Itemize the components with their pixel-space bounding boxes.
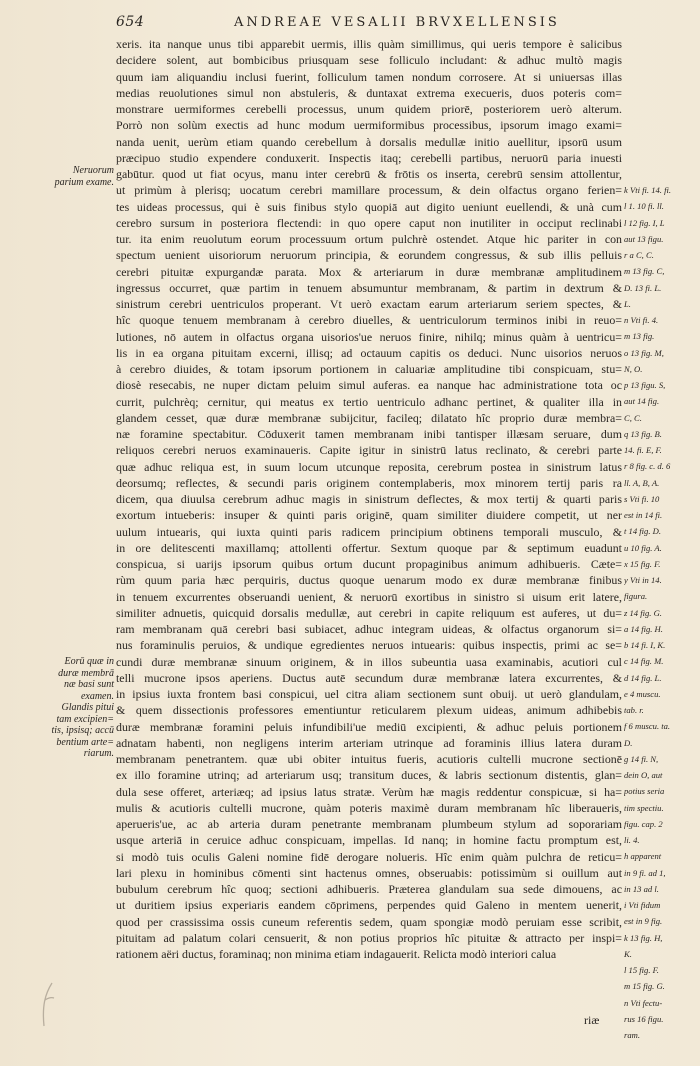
text-line: pituitam ad palatum colari censuerit, & non potius proprios hîc pituitæ & attracto per inspi= xyxy=(116,930,622,945)
margin-note-line: riarum. xyxy=(83,748,114,759)
text-line: næ foramine spectabitur. Cōduxerit tamen membranam inibi tantisper illæsam seruare, dum xyxy=(116,427,622,441)
margin-reference: e 4 muscu. xyxy=(624,688,661,699)
margin-reference: D. 13 fi. L. xyxy=(624,282,662,293)
text-line: tur. ita enim reuolutum eorum processuum ortum pulchrè ostendet. Atque hic pariter in con xyxy=(116,232,622,246)
page-number: 654 xyxy=(116,14,145,30)
text-line: quum iam aliquandiu inclusi fuerint, folliculum tamen nondum corrosere. At si uniuersas illas xyxy=(116,69,622,84)
margin-reference: dein O, aut xyxy=(624,770,663,780)
margin-reference: x 15 fig. F. xyxy=(624,558,661,569)
margin-reference: d 14 fig. L. xyxy=(624,672,662,683)
text-line: lis in ea organa pituitam excerni, illisq; ad octauum capitis os deduci. Nunc uisorios neruos xyxy=(116,345,622,360)
text-line: tes uideas processus, qui è suis finibus stylo quopiā aut digito ueniunt euellendi, & unà cum xyxy=(116,199,622,214)
margin-reference: o 13 fig. M, xyxy=(624,347,664,358)
text-line: cerebro sursum in posteriora flectendi: in quo opere caput non inutiliter in occiput reclinabi xyxy=(116,215,622,230)
text-line: ram membranam quā cerebri basi subiacet, adhuc integram uideas, & olfactus organorum si= xyxy=(116,622,622,636)
margin-reference: li. 4. xyxy=(624,835,640,845)
text-line: præcipuo studio expendere conduxerit. Inspectis itaq; cerebelli partibus, neruorū paria inuesti xyxy=(116,150,622,165)
text-line: quæ adhuc reliqua est, in suum locum utcunque reposita, cerebrum postea in sinistrum latus xyxy=(116,459,622,474)
margin-reference: m 13 fig. xyxy=(624,331,655,342)
margin-notes-right xyxy=(624,182,688,1043)
margin-reference: figu. cap. 2 xyxy=(624,818,663,829)
margin-reference: in 13 ad l. xyxy=(624,883,659,894)
margin-reference: rus 16 figu. xyxy=(624,1013,664,1024)
text-line: lari plexu in hominibus cōmenti sint hactenus omnes, obseruabis: potissimùm si ouillum aut xyxy=(116,865,622,880)
margin-reference: L. xyxy=(624,298,631,309)
margin-reference: k 13 fig. H, xyxy=(624,932,663,943)
text-line: xeris. ita nanque unus tibi apparebit uermis, illis quàm simillimus, qui ueris tempore è salicibus xyxy=(116,37,622,51)
text-line: in ipsius iuxta frontem basi conspicui, uel citra aliam sectionem sunt obuij. ut uerò glandulam, xyxy=(116,687,622,701)
margin-reference: i Vti fidum xyxy=(624,900,661,910)
text-line: & quem dissectionis professores ementiuntur reticularem plexum uideas, animum adhibebis xyxy=(116,703,622,718)
margin-reference: ll. A, B, A. xyxy=(624,477,660,488)
text-line: diosè resecabis, ne nuper dictam peluim simul auferas. ea nanque hac administratione tota oc xyxy=(116,378,622,393)
text-line: à cerebro diuides, & totam ipsorum portionem in caluariæ amplitudine tibi conspicuam, stu= xyxy=(116,362,622,376)
margin-reference: c 14 fig. M. xyxy=(624,656,664,667)
catchword: riæ xyxy=(584,1013,600,1027)
text-line: ingressus occurret, quæ partim in tenuem absumuntur membranam, & partim in dextrum & xyxy=(116,280,622,295)
text-line: ut primùm à plerisq; uocatum cerebri mamillare processum, & dein olfactus organo ferien= xyxy=(116,183,622,198)
margin-reference: t 14 fig. D. xyxy=(624,526,662,537)
body-text xyxy=(116,36,622,962)
text-line: similiter adnuetis, quicquid dorsalis medullæ, aut cerebri in capite reliquum est auferes, ut du= xyxy=(116,605,622,620)
text-line: telli mucrone ipsos aperiens. Ductus autē secundum duræ membranæ latera excurrentes, & xyxy=(116,670,622,685)
margin-reference: m 13 fig. C, xyxy=(624,266,665,277)
text-line: Porrò non solùm exectis ad hunc modum uermiformibus processibus, ipsorum imago exami= xyxy=(116,118,622,133)
margin-reference: tim spectiu. xyxy=(624,802,664,813)
margin-reference: h apparent xyxy=(624,851,662,862)
margin-reference: s Vti fi. 10 xyxy=(624,493,660,504)
margin-reference: 14. fi. E, F. xyxy=(624,445,662,455)
margin-note-line: tam excipien= xyxy=(56,713,114,725)
margin-reference: D. xyxy=(624,737,633,748)
margin-reference: z 14 fig. G. xyxy=(624,607,662,618)
text-line: currit, pulchrèq; cernitur, qui meatus ex tertio uentriculo adhanc pertinet, & qualiter illa in xyxy=(116,394,622,409)
margin-note-left xyxy=(36,656,114,760)
text-line: glandem cesset, quæ duræ membranæ subijcitur, facileq; dilatato hîc proprio duræ membra= xyxy=(116,410,622,425)
margin-reference: est in 9 fig. xyxy=(624,916,663,927)
text-line: reliquos cerebri neruos examinaueris. Capite igitur in sinistrū latus reclinato, & cerebri parte xyxy=(116,443,622,458)
margin-note-line: tis, ipsisq; accū xyxy=(51,725,114,736)
margin-note-line: næ basi sunt xyxy=(63,679,114,690)
text-line: conspicua, si uarijs ipsorum quibus ortum ducunt propaginibus animum adhibueris. Cæte= xyxy=(116,557,622,571)
text-line: ex illo foramine utrinq; ad arteriarum usq; transitum duces, & labris sectionum distentis, glan= xyxy=(116,768,622,783)
text-line: gabūtur. quod ut fiat ocyus, manu inter cerebrū & frōtis os inserta, cerebrū sensim attollentur, xyxy=(116,167,622,181)
text-line: rùm quum paria hæc perquiris, ductus quoque uenarum modo ex duræ membranæ finibus xyxy=(116,573,622,588)
text-line: dicem, qua diuulsa cerebrum adhuc magis in sinistrum deflectes, & mox tertij & quarti paris xyxy=(116,492,622,506)
margin-reference: in 9 fi. ad 1, xyxy=(624,867,666,878)
margin-reference: aut 13 figu. xyxy=(624,233,664,244)
text-line: mulis & acutioris cultelli mucrone, quàm poteris maximè duram membranam hîc liberaueris, xyxy=(116,800,622,815)
text-line: sinistrum cerebri uentriculos properant. Vt uerò exactam earum arteriarum seriem spectes, & xyxy=(116,297,622,311)
margin-reference: p 13 figu. S, xyxy=(624,380,666,390)
margin-reference: l 15 fig. F. xyxy=(624,965,659,975)
margin-reference: n Vti fi. 4. xyxy=(624,315,659,325)
text-line: nus foraminulis peruios, & undique egredientes neruos intuearis: quibus inspectis, primi ac se= xyxy=(116,638,622,653)
text-line: cerebri pituitæ expurgandæ parata. Mox & arteriarum in duræ membranæ amplitudinem xyxy=(116,264,622,279)
margin-reference: ram. xyxy=(624,1030,640,1040)
running-title: ANDREAE VESALII BRVXELLENSIS xyxy=(234,15,560,30)
margin-reference: n Vti fectu- xyxy=(624,997,663,1008)
margin-reference: k Vti fi. 14. fi. xyxy=(624,185,672,195)
margin-reference: l 1. 10 fi. ll. xyxy=(624,201,664,212)
text-line: deorsumq; reflectes, & secundi paris originem contemplaberis, mox minorem tertij paris ra xyxy=(116,475,622,490)
margin-reference: a 14 fig. H. xyxy=(624,623,663,634)
text-line: aperueris'ue, ac ab arteria duram penetrante membranam plumbeum stylum ad soporariam xyxy=(116,817,622,831)
text-line: rationem aëri ductus, foraminaq; non minima etiam indagauerit. Relicta modò interiori calua xyxy=(116,947,557,961)
margin-reference: aut 14 fig. xyxy=(624,396,660,407)
margin-note-line: bentium arte= xyxy=(56,736,114,748)
text-line: adnatam habenti, non negligens interim arteriam utrinque ad foraminis illius latera duram xyxy=(116,735,622,750)
margin-reference: f 6 muscu. ta. xyxy=(624,721,671,732)
margin-reference: N, O. xyxy=(624,363,643,374)
margin-reference: b 14 fi. I, K. xyxy=(624,640,666,650)
margin-note-line: Glandis pitui xyxy=(61,702,114,713)
text-line: quod per crassissima ossis cuneum referentis sedem, quam spongiæ modò peruiam esse scribit, xyxy=(116,914,622,929)
text-line: bubulum cerebrum hîc quoq; sectioni adhibueris. Præterea glandulam sua sede dimouens, ac xyxy=(116,882,622,896)
text-line: membranam penetrantem. quæ ubi obiter intuitus fueris, acutioris cultelli mucrone sectionē xyxy=(116,752,622,766)
margin-note-line: Eorū quæ in xyxy=(64,656,114,667)
text-line: nanda uenit, uerùm etiam quando cerebellum à dorsalis medullæ initio auellitur, ipsorū usum xyxy=(116,134,622,149)
text-line: si modò tuis oculis Galeni nomine fidē derogare nolueris. Hîc enim quàm pulchra de reticu= xyxy=(116,849,622,864)
margin-reference: K. xyxy=(624,948,632,959)
margin-note-line: duræ membrā xyxy=(58,667,114,679)
margin-reference: potius seria xyxy=(624,786,665,797)
page-header xyxy=(116,14,656,34)
text-line: cundi duræ membranæ sinuum originem, & in illos subeuntia uasa examinabis, acutiori cul xyxy=(116,654,622,669)
text-line: hîc quoque tenuem membranam à cerebro diuelles, & uentriculorum terminos inibi in reuo= xyxy=(116,313,622,328)
text-line: monstrare uermiformes cerebelli processus, unum quidem priorē, posteriorem uerò alterum. xyxy=(116,102,622,116)
margin-reference: g 14 fi. N, xyxy=(624,753,659,764)
text-line: spectum uenient uisoriorum neruorum principia, & eorundem congressus, & sub illis pelluis xyxy=(116,248,622,263)
margin-reference: q 13 fig. B. xyxy=(624,428,662,439)
text-line: duræ membranæ foramini peluis infundibili'ue mediū excipienti, & adhuc peluis portionem xyxy=(116,719,622,734)
ink-stroke-mark xyxy=(36,980,58,1030)
margin-note-line: parium exame. xyxy=(54,176,114,188)
margin-reference: u 10 fig. A. xyxy=(624,542,662,553)
text-line: in tenuem excurrentes obseruandi uenient, & neruorū exortibus in sinistro si uisum erit latere, xyxy=(116,589,622,604)
text-line: dula sese offeret, arteriæq; ad ipsius latus stratæ. Verùm hæ magis reddentur conspicuæ, si ha= xyxy=(116,784,622,799)
margin-reference: r 8 fig. c. d. 6 xyxy=(624,461,671,472)
margin-note-line: Neruorum xyxy=(72,165,114,176)
text-line: medias reuolutiones simul non abstuleris, & duntaxat extrema execueris, duos poteris com= xyxy=(116,85,622,100)
text-line: uulum intuearis, qui iuxta quinti paris radicem principium obtinens temporali musculo, & xyxy=(116,524,622,539)
margin-reference: m 15 fig. G. xyxy=(624,981,665,992)
text-line: exortum intueberis: insuper & quinti paris originē, quam similiter diuidere competit, ut ner xyxy=(116,508,622,523)
margin-reference: y Vti in 14. xyxy=(624,575,662,585)
margin-reference: est in 14 fi. xyxy=(624,510,663,520)
margin-reference: figura. xyxy=(624,591,648,602)
margin-note-left xyxy=(36,165,114,188)
margin-reference: C, C. xyxy=(624,412,642,423)
text-line: lutiones, nō autem in olfactus organa uisorios'ue neruos finire, nihilq; minus quàm à uentricu= xyxy=(116,329,622,344)
margin-note-line: examen. xyxy=(80,690,114,702)
margin-reference: l 12 fig. I, L xyxy=(624,217,665,228)
text-line: usque arteriā in ceruice adhuc conspicuam, impellas. Id nanq; in homine factu promptum est, xyxy=(116,833,622,848)
text-line: in ore delitescenti maxillamq; attollenti offertur. Sextum quoque par & septimum euadunt xyxy=(116,540,622,555)
text-line: decidere solent, aut bombicibus priusquam sese folliculo includant: & adhuc multò magis xyxy=(116,53,622,68)
text-line: ut duritiem ipsius experiaris eandem cōprimens, perpendes quid Galeno in mentem uenerit, xyxy=(116,898,622,913)
margin-reference: r a C, C. xyxy=(624,250,654,260)
margin-reference: tab. r. xyxy=(624,705,644,715)
